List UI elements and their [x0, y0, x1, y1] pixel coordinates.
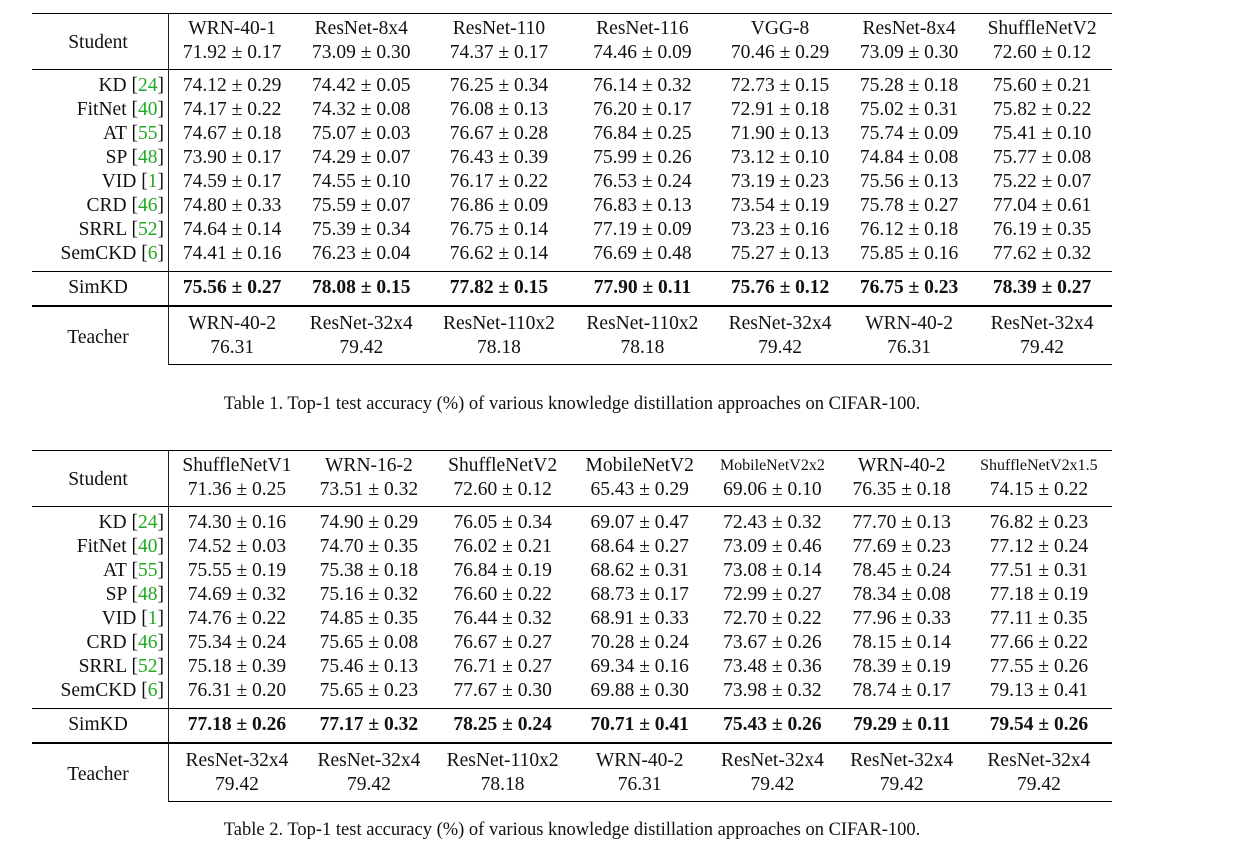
accuracy-cell: 74.12 ± 0.29 [169, 70, 296, 99]
accuracy-cell: 74.85 ± 0.35 [319, 608, 419, 629]
accuracy-cell: 75.60 ± 0.21 [972, 70, 1112, 99]
accuracy-cell: 77.12 ± 0.24 [989, 536, 1089, 557]
accuracy-cell: 76.67 ± 0.27 [453, 632, 552, 653]
accuracy-cell: 77.67 ± 0.30 [453, 680, 552, 701]
accuracy-cell: 75.99 ± 0.26 [593, 147, 692, 168]
teacher-accuracy: 79.42 [838, 773, 966, 802]
simkd-accuracy: 75.76 ± 0.12 [714, 272, 846, 307]
simkd-accuracy: 77.17 ± 0.32 [305, 709, 433, 744]
teacher-model-name: ResNet-32x4 [305, 743, 433, 773]
method-name: FitNet [76, 99, 127, 120]
simkd-accuracy: 75.56 ± 0.27 [169, 272, 296, 307]
citation-link[interactable]: 46 [138, 195, 158, 216]
accuracy-cell: 74.42 ± 0.05 [295, 70, 427, 99]
student-label: Student [32, 451, 169, 507]
method-name: FitNet [76, 536, 127, 557]
method-label [32, 170, 169, 194]
accuracy-cell: 72.73 ± 0.15 [714, 70, 846, 99]
accuracy-cell: 76.86 ± 0.09 [449, 195, 549, 216]
teacher-header-row [32, 743, 1112, 773]
method-label [32, 218, 169, 242]
teacher-accuracy: 79.42 [714, 336, 846, 365]
accuracy-cell: 77.04 ± 0.61 [992, 195, 1092, 216]
student-accuracy: 74.37 ± 0.17 [449, 42, 549, 63]
accuracy-cell: 75.59 ± 0.07 [312, 195, 411, 216]
student-model-name: WRN-16-2 [305, 451, 433, 479]
accuracy-cell: 76.84 ± 0.19 [453, 560, 552, 581]
method-name: VID [101, 171, 137, 192]
accuracy-cell: 77.55 ± 0.26 [989, 656, 1089, 677]
student-model-name: WRN-40-1 [169, 14, 296, 42]
accuracy-cell: 74.84 ± 0.08 [859, 147, 959, 168]
method-row [32, 146, 1112, 170]
method-row [32, 218, 1112, 242]
citation-open: [ [126, 584, 138, 605]
accuracy-cell: 69.07 ± 0.47 [572, 507, 707, 536]
accuracy-cell: 73.67 ± 0.26 [723, 632, 822, 653]
accuracy-cell: 78.74 ± 0.17 [852, 680, 951, 701]
citation-link[interactable]: 48 [138, 584, 158, 605]
accuracy-cell: 76.25 ± 0.34 [427, 70, 570, 99]
table-1-caption: Table 1. Top-1 test accuracy (%) of various knowledge distillation approaches on CIFAR-100. [223, 394, 921, 414]
citation-close: ] [157, 512, 164, 533]
accuracy-cell: 73.90 ± 0.17 [169, 146, 296, 170]
method-name: VID [101, 608, 137, 629]
accuracy-cell: 74.32 ± 0.08 [312, 99, 411, 120]
student-model-name: ShuffleNetV2 [972, 14, 1112, 42]
method-label [32, 98, 169, 122]
method-label [32, 679, 169, 709]
accuracy-cell: 74.59 ± 0.17 [169, 170, 296, 194]
accuracy-cell: 68.64 ± 0.27 [590, 536, 689, 557]
accuracy-cell: 68.91 ± 0.33 [590, 608, 689, 629]
simkd-accuracy: 77.18 ± 0.26 [169, 709, 305, 744]
accuracy-cell: 76.43 ± 0.39 [449, 147, 549, 168]
accuracy-cell: 75.55 ± 0.19 [169, 559, 305, 583]
teacher-model-name: ResNet-32x4 [169, 743, 305, 773]
table-2-caption: Table 2. Top-1 test accuracy (%) of various knowledge distillation approaches on CIFAR-100. [223, 820, 921, 840]
accuracy-cell: 75.46 ± 0.13 [319, 656, 419, 677]
accuracy-cell: 75.18 ± 0.39 [169, 655, 305, 679]
accuracy-cell: 76.23 ± 0.04 [312, 243, 411, 264]
teacher-model-name: ResNet-32x4 [838, 743, 966, 773]
accuracy-cell: 72.91 ± 0.18 [730, 99, 830, 120]
teacher-accuracy: 79.42 [305, 773, 433, 802]
accuracy-cell: 77.70 ± 0.13 [838, 507, 966, 536]
citation-open: [ [126, 560, 138, 581]
citation-open: [ [126, 147, 138, 168]
citation-close: ] [157, 632, 164, 653]
student-accuracy: 69.06 ± 0.10 [723, 479, 822, 500]
student-model-name: MobileNetV2 [572, 451, 707, 479]
accuracy-cell: 69.88 ± 0.30 [590, 680, 689, 701]
student-accuracy: 73.09 ± 0.30 [859, 42, 959, 63]
accuracy-cell: 76.14 ± 0.32 [571, 70, 714, 99]
method-label [32, 559, 169, 583]
student-accuracy: 71.92 ± 0.17 [169, 41, 296, 70]
accuracy-cell: 72.43 ± 0.32 [707, 507, 838, 536]
accuracy-cell: 76.83 ± 0.13 [593, 195, 692, 216]
method-row [32, 70, 1112, 99]
simkd-accuracy: 78.39 ± 0.27 [972, 272, 1112, 307]
student-header-row [32, 451, 1112, 479]
method-name: AT [103, 560, 127, 581]
accuracy-cell: 74.41 ± 0.16 [169, 242, 296, 272]
teacher-label: Teacher [32, 743, 169, 802]
accuracy-cell: 75.02 ± 0.31 [859, 99, 959, 120]
citation-close: ] [157, 75, 164, 96]
method-row [32, 122, 1112, 146]
method-label [32, 631, 169, 655]
accuracy-cell: 76.60 ± 0.22 [453, 584, 552, 605]
accuracy-cell: 75.65 ± 0.08 [319, 632, 419, 653]
accuracy-cell: 76.31 ± 0.20 [169, 679, 305, 709]
accuracy-cell: 77.19 ± 0.09 [593, 219, 692, 240]
accuracy-cell: 72.99 ± 0.27 [723, 584, 822, 605]
student-accuracy-row [32, 478, 1112, 507]
accuracy-cell: 77.11 ± 0.35 [990, 608, 1088, 629]
citation-link[interactable]: 55 [138, 123, 158, 144]
method-name: SemCKD [60, 680, 137, 701]
citation-link[interactable]: 48 [138, 147, 158, 168]
accuracy-cell: 75.38 ± 0.18 [319, 560, 419, 581]
simkd-row [32, 272, 1112, 307]
accuracy-cell: 77.18 ± 0.19 [989, 584, 1089, 605]
student-model-name: ResNet-8x4 [846, 14, 972, 42]
method-name: KD [98, 75, 127, 96]
citation-open: [ [136, 171, 148, 192]
citation-close: ] [157, 536, 164, 557]
teacher-model-name: ResNet-110x2 [433, 743, 572, 773]
accuracy-cell: 75.77 ± 0.08 [992, 147, 1092, 168]
accuracy-cell: 74.64 ± 0.14 [169, 218, 296, 242]
citation-close: ] [157, 656, 164, 677]
accuracy-cell: 76.67 ± 0.28 [449, 123, 549, 144]
accuracy-cell: 75.28 ± 0.18 [846, 70, 972, 99]
accuracy-cell: 75.34 ± 0.24 [169, 631, 305, 655]
citation-close: ] [157, 195, 164, 216]
method-row [32, 607, 1112, 631]
accuracy-cell: 74.17 ± 0.22 [169, 98, 296, 122]
accuracy-cell: 76.53 ± 0.24 [593, 171, 692, 192]
accuracy-cell: 75.65 ± 0.23 [319, 680, 419, 701]
accuracy-cell: 76.62 ± 0.14 [449, 243, 549, 264]
method-row [32, 679, 1112, 709]
method-label [32, 507, 169, 536]
citation-close: ] [157, 99, 164, 120]
method-row [32, 655, 1112, 679]
method-name: AT [103, 123, 127, 144]
method-name: SP [105, 147, 127, 168]
accuracy-cell: 74.69 ± 0.32 [169, 583, 305, 607]
method-row [32, 242, 1112, 272]
citation-close: ] [157, 219, 164, 240]
student-accuracy: 73.09 ± 0.30 [312, 42, 411, 63]
table-2 [32, 450, 1112, 802]
accuracy-cell: 75.82 ± 0.22 [992, 99, 1092, 120]
accuracy-cell: 75.74 ± 0.09 [859, 123, 959, 144]
citation-close: ] [157, 584, 164, 605]
student-label: Student [32, 14, 169, 70]
student-accuracy: 73.51 ± 0.32 [319, 479, 419, 500]
accuracy-cell: 76.17 ± 0.22 [449, 171, 549, 192]
citation-link[interactable]: 24 [138, 75, 158, 96]
citation-close: ] [157, 680, 164, 701]
method-name: CRD [86, 632, 127, 653]
accuracy-cell: 74.52 ± 0.03 [169, 535, 305, 559]
citation-link[interactable]: 52 [138, 656, 158, 677]
simkd-label: SimKD [32, 272, 169, 307]
accuracy-cell: 73.08 ± 0.14 [723, 560, 822, 581]
teacher-header-row [32, 306, 1112, 336]
teacher-accuracy: 76.31 [572, 773, 707, 802]
accuracy-cell: 77.66 ± 0.22 [989, 632, 1089, 653]
teacher-accuracy-row [32, 336, 1112, 365]
teacher-accuracy: 79.42 [295, 336, 427, 365]
citation-open: [ [126, 75, 138, 96]
student-accuracy: 74.46 ± 0.09 [593, 42, 692, 63]
student-accuracy-row [32, 41, 1112, 70]
accuracy-cell: 76.44 ± 0.32 [453, 608, 552, 629]
method-label [32, 70, 169, 99]
accuracy-cell: 73.48 ± 0.36 [723, 656, 822, 677]
method-row [32, 583, 1112, 607]
citation-open: [ [126, 99, 138, 120]
accuracy-cell: 75.16 ± 0.32 [319, 584, 419, 605]
accuracy-cell: 75.22 ± 0.07 [992, 171, 1092, 192]
accuracy-cell: 76.75 ± 0.14 [449, 219, 549, 240]
teacher-accuracy: 78.18 [433, 773, 572, 802]
teacher-model-name: WRN-40-2 [846, 306, 972, 336]
accuracy-cell: 78.39 ± 0.19 [852, 656, 951, 677]
citation-link[interactable]: 55 [138, 560, 158, 581]
accuracy-cell: 74.80 ± 0.33 [169, 194, 296, 218]
method-name: CRD [86, 195, 127, 216]
accuracy-cell: 74.29 ± 0.07 [312, 147, 411, 168]
citation-open: [ [126, 123, 138, 144]
method-row [32, 98, 1112, 122]
teacher-model-name: WRN-40-2 [572, 743, 707, 773]
citation-close: ] [157, 123, 164, 144]
citation-link[interactable]: 52 [138, 219, 158, 240]
teacher-accuracy: 79.42 [707, 773, 838, 802]
citation-link[interactable]: 1 [147, 608, 158, 629]
student-accuracy: 72.60 ± 0.12 [992, 42, 1092, 63]
accuracy-cell: 68.62 ± 0.31 [590, 560, 689, 581]
accuracy-cell: 74.55 ± 0.10 [312, 171, 411, 192]
accuracy-cell: 77.62 ± 0.32 [992, 243, 1092, 264]
student-model-name: ResNet-110 [427, 14, 570, 42]
simkd-accuracy: 79.54 ± 0.26 [966, 709, 1112, 744]
teacher-model-name: ResNet-32x4 [714, 306, 846, 336]
accuracy-cell: 77.96 ± 0.33 [852, 608, 951, 629]
student-accuracy: 70.46 ± 0.29 [730, 42, 830, 63]
accuracy-cell: 75.56 ± 0.13 [859, 171, 959, 192]
method-label [32, 242, 169, 272]
student-accuracy: 72.60 ± 0.12 [453, 479, 552, 500]
student-accuracy: 71.36 ± 0.25 [169, 478, 305, 507]
accuracy-cell: 71.90 ± 0.13 [730, 123, 830, 144]
method-label [32, 655, 169, 679]
accuracy-cell: 75.85 ± 0.16 [859, 243, 959, 264]
teacher-accuracy: 76.31 [169, 336, 296, 365]
accuracy-cell: 79.13 ± 0.41 [989, 680, 1089, 701]
accuracy-cell: 78.45 ± 0.24 [852, 560, 951, 581]
accuracy-cell: 74.90 ± 0.29 [305, 507, 433, 536]
simkd-accuracy: 76.75 ± 0.23 [846, 272, 972, 307]
accuracy-cell: 73.23 ± 0.16 [730, 219, 830, 240]
teacher-model-name: ResNet-32x4 [966, 743, 1112, 773]
teacher-model-name: ResNet-110x2 [571, 306, 714, 336]
teacher-accuracy: 79.42 [966, 773, 1112, 802]
simkd-accuracy: 78.25 ± 0.24 [433, 709, 572, 744]
citation-link[interactable]: 1 [147, 171, 158, 192]
citation-open: [ [126, 219, 138, 240]
student-model-name: WRN-40-2 [838, 451, 966, 479]
simkd-accuracy: 75.43 ± 0.26 [707, 709, 838, 744]
teacher-model-name: ResNet-32x4 [295, 306, 427, 336]
accuracy-cell: 70.28 ± 0.24 [590, 632, 689, 653]
method-row [32, 194, 1112, 218]
citation-open: [ [136, 608, 148, 629]
accuracy-cell: 75.39 ± 0.34 [312, 219, 411, 240]
table-1 [32, 13, 1112, 365]
student-model-name: ShuffleNetV2 [433, 451, 572, 479]
citation-close: ] [157, 171, 164, 192]
accuracy-cell: 73.12 ± 0.10 [730, 147, 830, 168]
simkd-row [32, 709, 1112, 744]
accuracy-cell: 69.34 ± 0.16 [590, 656, 689, 677]
citation-open: [ [126, 632, 138, 653]
teacher-label: Teacher [32, 306, 169, 365]
accuracy-cell: 76.08 ± 0.13 [449, 99, 549, 120]
accuracy-cell: 77.69 ± 0.23 [852, 536, 951, 557]
citation-close: ] [157, 147, 164, 168]
citation-link[interactable]: 6 [147, 243, 158, 264]
accuracy-cell: 68.73 ± 0.17 [590, 584, 689, 605]
method-row [32, 170, 1112, 194]
method-row [32, 507, 1112, 536]
accuracy-cell: 76.19 ± 0.35 [992, 219, 1092, 240]
citation-link[interactable]: 46 [138, 632, 158, 653]
accuracy-cell: 77.51 ± 0.31 [989, 560, 1089, 581]
method-label [32, 583, 169, 607]
accuracy-cell: 76.71 ± 0.27 [453, 656, 552, 677]
method-row [32, 559, 1112, 583]
teacher-model-name: WRN-40-2 [169, 306, 296, 336]
method-name: SRRL [78, 656, 127, 677]
accuracy-cell: 76.82 ± 0.23 [966, 507, 1112, 536]
method-label [32, 607, 169, 631]
simkd-label: SimKD [32, 709, 169, 744]
method-name: SemCKD [60, 243, 137, 264]
citation-close: ] [157, 608, 164, 629]
student-model-name: ShuffleNetV1 [169, 451, 305, 479]
teacher-model-name: ResNet-32x4 [707, 743, 838, 773]
student-accuracy: 65.43 ± 0.29 [590, 479, 689, 500]
citation-open: [ [126, 512, 138, 533]
citation-open: [ [136, 243, 148, 264]
accuracy-cell: 76.84 ± 0.25 [593, 123, 692, 144]
accuracy-cell: 73.54 ± 0.19 [730, 195, 830, 216]
simkd-accuracy: 77.90 ± 0.11 [571, 272, 714, 307]
simkd-accuracy: 70.71 ± 0.41 [572, 709, 707, 744]
student-model-name: ResNet-116 [571, 14, 714, 42]
citation-close: ] [157, 560, 164, 581]
accuracy-cell: 78.15 ± 0.14 [852, 632, 951, 653]
method-label [32, 122, 169, 146]
accuracy-cell: 74.70 ± 0.35 [319, 536, 419, 557]
method-name: SRRL [78, 219, 127, 240]
method-name: KD [98, 512, 127, 533]
simkd-accuracy: 78.08 ± 0.15 [295, 272, 427, 307]
accuracy-cell: 76.02 ± 0.21 [453, 536, 552, 557]
student-model-name: ResNet-8x4 [295, 14, 427, 42]
student-model-name: VGG-8 [714, 14, 846, 42]
accuracy-cell: 74.67 ± 0.18 [169, 122, 296, 146]
method-label [32, 535, 169, 559]
citation-link[interactable]: 24 [138, 512, 158, 533]
teacher-model-name: ResNet-110x2 [427, 306, 570, 336]
student-accuracy: 76.35 ± 0.18 [852, 479, 951, 500]
citation-link[interactable]: 40 [138, 99, 158, 120]
accuracy-cell: 73.98 ± 0.32 [723, 680, 822, 701]
accuracy-cell: 76.12 ± 0.18 [859, 219, 959, 240]
method-label [32, 146, 169, 170]
student-header-row [32, 14, 1112, 42]
accuracy-cell: 73.19 ± 0.23 [730, 171, 830, 192]
student-model-name: ShuffleNetV2x1.5 [966, 451, 1112, 479]
method-row [32, 535, 1112, 559]
method-row [32, 631, 1112, 655]
accuracy-cell: 73.09 ± 0.46 [723, 536, 822, 557]
accuracy-cell: 76.69 ± 0.48 [593, 243, 692, 264]
citation-open: [ [126, 195, 138, 216]
citation-open: [ [136, 680, 148, 701]
simkd-accuracy: 79.29 ± 0.11 [838, 709, 966, 744]
accuracy-cell: 72.70 ± 0.22 [723, 608, 822, 629]
teacher-model-name: ResNet-32x4 [972, 306, 1112, 336]
accuracy-cell: 75.41 ± 0.10 [992, 123, 1092, 144]
teacher-accuracy: 79.42 [169, 773, 305, 802]
method-label [32, 194, 169, 218]
teacher-accuracy: 78.18 [571, 336, 714, 365]
accuracy-cell: 74.30 ± 0.16 [169, 507, 305, 536]
accuracy-cell: 76.20 ± 0.17 [593, 99, 692, 120]
accuracy-cell: 78.34 ± 0.08 [852, 584, 951, 605]
citation-link[interactable]: 6 [147, 680, 158, 701]
citation-close: ] [157, 243, 164, 264]
accuracy-cell: 74.76 ± 0.22 [169, 607, 305, 631]
method-name: SP [105, 584, 127, 605]
teacher-accuracy: 78.18 [427, 336, 570, 365]
accuracy-cell: 76.05 ± 0.34 [433, 507, 572, 536]
teacher-accuracy: 76.31 [846, 336, 972, 365]
student-accuracy: 74.15 ± 0.22 [989, 479, 1089, 500]
teacher-accuracy-row [32, 773, 1112, 802]
teacher-accuracy: 79.42 [972, 336, 1112, 365]
simkd-accuracy: 77.82 ± 0.15 [427, 272, 570, 307]
accuracy-cell: 75.07 ± 0.03 [312, 123, 411, 144]
citation-link[interactable]: 40 [138, 536, 158, 557]
accuracy-cell: 75.78 ± 0.27 [859, 195, 959, 216]
citation-open: [ [126, 536, 138, 557]
student-model-name: MobileNetV2x2 [707, 451, 838, 479]
accuracy-cell: 75.27 ± 0.13 [730, 243, 830, 264]
citation-open: [ [126, 656, 138, 677]
